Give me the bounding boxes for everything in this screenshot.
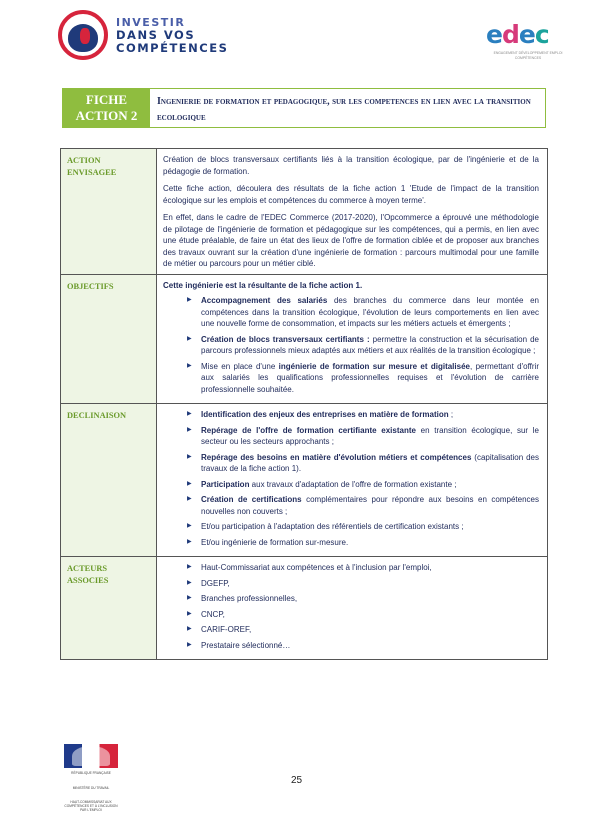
edec-wordmark: edec bbox=[486, 20, 549, 49]
acteurs-list bbox=[163, 562, 539, 651]
logo-line-1: INVESTIR bbox=[116, 16, 186, 29]
list-item: ▶ Repérage de l'offre de formation certifiante existante en transition écologique, sur le secteur ou les secteurs approchants ; bbox=[201, 425, 539, 448]
logo-line-3: COMPÉTENCES bbox=[116, 41, 229, 55]
list-item: ▶ Prestataire sélectionné… bbox=[201, 640, 539, 652]
list-item: ▶ Mise en place d'une ingénierie de formation sur mesure et digitalisée, permettant d'offrir aux salariés les qualifications professionnelles requises et l'évolution de carrière professionnelle souhaitée. bbox=[201, 361, 539, 396]
republique-caption: RÉPUBLIQUE FRANÇAISE bbox=[71, 771, 111, 775]
ministry-name: MINISTÈRE DU TRAVAIL bbox=[72, 786, 110, 790]
label-objectifs: OBJECTIFS bbox=[61, 275, 157, 404]
edec-subtitle: ENGAGEMENT DÉVELOPPEMENT EMPLOI COMPÉTENCES bbox=[493, 51, 563, 60]
page-number: 25 bbox=[290, 775, 303, 786]
list-item: ▶ Branches professionnelles, bbox=[201, 593, 539, 605]
ministry-subtext: HAUT-COMMISSARIAT AUX COMPÉTENCES ET À L'INCLUSION PAR L'EMPLOI bbox=[64, 800, 118, 812]
french-flag-icon bbox=[64, 744, 118, 768]
label-acteurs: ACTEURS ASSOCIES bbox=[61, 557, 157, 659]
logo-line-2: DANS VOS bbox=[116, 28, 196, 42]
list-item: ▶ CNCP, bbox=[201, 609, 539, 621]
row-acteurs bbox=[61, 556, 547, 659]
row-objectifs bbox=[61, 274, 547, 404]
list-item: ▶ Et/ou ingénierie de formation sur-mesure. bbox=[201, 537, 539, 549]
action-p1: Création de blocs transversaux certifiants liés à la transition écologique, par de l'ingénierie et de la pédagogie de formation. bbox=[163, 155, 539, 176]
list-item: ▶ Identification des enjeux des entreprises en matière de formation ; bbox=[201, 409, 539, 421]
investir-logo bbox=[58, 10, 238, 62]
objectifs-intro: Cette ingénierie est la résultante de la fiche action 1. bbox=[163, 280, 363, 290]
list-item: ▶ Et/ou participation à l'adaptation des référentiels de certification existants ; bbox=[201, 521, 539, 533]
objectifs-list bbox=[163, 295, 539, 395]
body-action bbox=[157, 149, 547, 274]
fiche-title: Ingenierie de formation et pedagogique, sur les competences en lien avec la transition ecologique bbox=[157, 96, 531, 123]
list-item: ▶ Accompagnement des salariés des branches du commerce dans leur montée en compétences dans la transition écologique, l'évolution de leurs comportements en lien avec une nouvelle forme de consommation, et impacts sur les métiers actuels et émergents ; bbox=[201, 295, 539, 330]
label-declinaison: DECLINAISON bbox=[61, 404, 157, 556]
fiche-table bbox=[60, 148, 548, 660]
action-p2: Cette fiche action, découlera des résultats de la fiche action 1 'Etude de l'impact de la transition écologique sur les emplois et compétences du commerce à moyen terme'. bbox=[163, 184, 539, 205]
body-declinaison bbox=[157, 404, 547, 556]
list-item: ▶ Repérage des besoins en matière d'évolution métiers et compétences (capitalisation des travaux de la fiche action 1). bbox=[201, 452, 539, 475]
body-objectifs bbox=[157, 275, 547, 404]
row-action bbox=[61, 149, 547, 274]
action-p3: En effet, dans le cadre de l'EDEC Commerce (2017-2020), l'Opcommerce a éprouvé une méthodologie de pilotage de l'ingénierie de formation et pédagogique sur les compétences, qui a permis, en lien avec une étude préalable, de faire un état des lieux de l'offre de formation ciblée et de proposer aux branches des travaux ouvrant sur la création d'une ingénierie de formation : parcours multimodal pour une famille de métier ou parcours pour un métier ciblé. bbox=[163, 213, 539, 268]
list-item: ▶ Participation aux travaux d'adaptation de l'offre de formation existante ; bbox=[201, 479, 539, 491]
row-declinaison bbox=[61, 403, 547, 556]
label-action: ACTION ENVISAGEE bbox=[61, 149, 157, 274]
investir-seal-icon bbox=[58, 10, 108, 60]
fiche-header bbox=[62, 88, 546, 128]
list-item: ▶ Création de certifications complémentaires pour répondre aux besoins en compétences nouvelles non couverts ; bbox=[201, 494, 539, 517]
list-item: ▶ CARIF-OREF, bbox=[201, 624, 539, 636]
list-item: ▶ DGEFP, bbox=[201, 578, 539, 590]
fiche-label: FICHE ACTION 2 bbox=[63, 89, 150, 127]
declinaison-list bbox=[163, 409, 539, 548]
list-item: ▶ Création de blocs transversaux certifiants : permettre la construction et la sécurisation de parcours professionnels mieux adaptés aux métiers et aux réalités de la transition écologique ; bbox=[201, 334, 539, 357]
body-acteurs bbox=[157, 557, 547, 659]
list-item: ▶ Haut-Commissariat aux compétences et à l'inclusion par l'emploi, bbox=[201, 562, 539, 574]
edec-logo bbox=[486, 20, 566, 64]
